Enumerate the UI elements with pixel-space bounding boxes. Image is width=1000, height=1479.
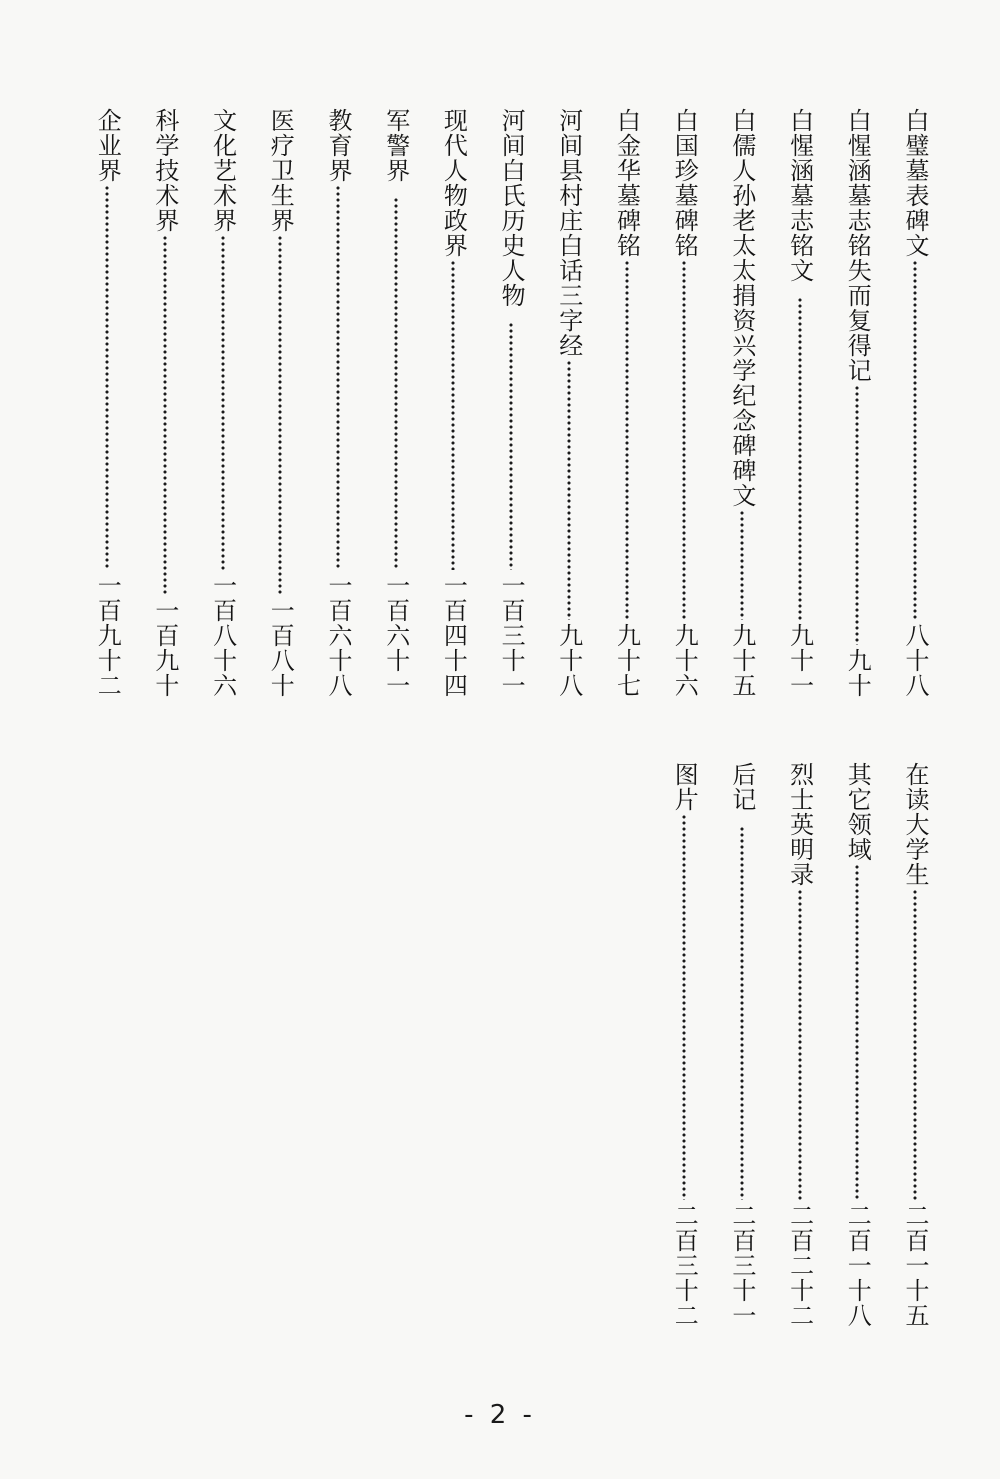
toc-entry — [842, 108, 872, 698]
toc-entry-page: 二百三十二 — [670, 1203, 699, 1328]
toc-entry-page: 二百一十八 — [843, 1203, 872, 1328]
toc-entry — [323, 108, 353, 698]
toc-entry — [381, 108, 411, 698]
toc-entry-title: 白惺涵墓志铭文 — [785, 108, 814, 283]
toc-entry-title: 白惺涵墓志铭失而复得记 — [843, 108, 872, 383]
dot-leader — [496, 322, 526, 570]
toc-entry-title: 白璧墓表碑文 — [901, 108, 929, 258]
dot-leader — [900, 260, 930, 620]
dot-leader — [438, 260, 468, 570]
toc-entry-title: 医疗卫生界 — [266, 108, 295, 233]
toc-entry-page: 二百二十二 — [785, 1203, 814, 1328]
toc-entry-title: 文化艺术界 — [208, 108, 237, 233]
toc-entry-title: 白金华墓碑铭 — [612, 108, 641, 258]
dot-leader — [669, 260, 699, 620]
toc-entry-page: 一百九十 — [150, 598, 179, 698]
toc-entry-page: 一百八十六 — [208, 573, 237, 698]
toc-entry-page: 九十七 — [612, 623, 641, 698]
toc-entry-page: 一百九十二 — [93, 573, 122, 698]
toc-entry — [900, 762, 930, 1328]
toc-entry-title: 教育界 — [324, 108, 352, 183]
dot-leader — [727, 826, 757, 1200]
toc-entry-page: 一百三十一 — [497, 573, 526, 698]
toc-entry-page: 二百一十五 — [901, 1203, 929, 1328]
toc-entry-title: 企业界 — [93, 108, 122, 183]
toc-entry-page: 一百八十 — [266, 598, 295, 698]
dot-leader — [554, 360, 584, 620]
toc-lower-section — [0, 762, 1000, 1328]
toc-entry-page: 一百六十八 — [324, 573, 352, 698]
dot-leader — [381, 197, 411, 570]
toc-entry-title: 在读大学生 — [901, 762, 929, 887]
toc-entry — [900, 108, 930, 698]
toc-entry-page: 九十 — [843, 648, 872, 698]
toc-entry-title: 科学技术界 — [150, 108, 179, 233]
toc-entry — [208, 108, 238, 698]
toc-entry-title: 后记 — [727, 762, 756, 812]
dot-leader — [265, 235, 295, 595]
toc-entry — [727, 108, 757, 698]
toc-entry-page: 二百三十一 — [727, 1203, 756, 1328]
toc-entry-title: 白国珍墓碑铭 — [670, 108, 699, 258]
dot-leader — [842, 864, 872, 1200]
toc-upper-section — [0, 108, 1000, 698]
toc-entry-page: 九十六 — [670, 623, 699, 698]
toc-entry-title: 现代人物政界 — [439, 108, 468, 258]
toc-entry-page: 九十五 — [727, 623, 756, 698]
toc-entry-page: 八十八 — [901, 623, 929, 698]
toc-entry-title: 河间白氏历史人物 — [497, 108, 526, 308]
toc-entry-title: 图片 — [670, 762, 699, 812]
toc-entry — [669, 762, 699, 1328]
toc-entry — [496, 108, 526, 698]
dot-leader — [92, 185, 122, 570]
dot-leader — [323, 185, 353, 570]
dot-leader — [612, 260, 642, 620]
toc-entry-page: 一百四十四 — [439, 573, 468, 698]
dot-leader — [785, 297, 815, 620]
dot-leader — [208, 235, 238, 570]
toc-entry-page: 九十一 — [785, 623, 814, 698]
toc-entry — [785, 762, 815, 1328]
toc-entry — [612, 108, 642, 698]
toc-entry — [669, 108, 699, 698]
toc-entry — [727, 762, 757, 1328]
toc-entry — [92, 108, 122, 698]
toc-entry-page: 九十八 — [554, 623, 583, 698]
toc-entry — [842, 762, 872, 1328]
dot-leader — [785, 889, 815, 1200]
toc-entry-title: 军警界 — [381, 108, 410, 183]
toc-entry — [554, 108, 584, 698]
toc-entry — [438, 108, 468, 698]
dot-leader — [842, 385, 872, 645]
dot-leader — [900, 889, 930, 1200]
toc-entry-title: 白儒人孙老太太捐资兴学纪念碑碑文 — [727, 108, 756, 508]
toc-entry — [785, 108, 815, 698]
toc-entry-title: 其它领域 — [843, 762, 872, 862]
toc-entry-title: 烈士英明录 — [785, 762, 814, 887]
dot-leader — [669, 814, 699, 1200]
toc-entry — [265, 108, 295, 698]
dot-leader — [150, 235, 180, 595]
dot-leader — [727, 510, 757, 620]
toc-entry — [150, 108, 180, 698]
page-number: - 2 - — [464, 1400, 536, 1430]
toc-entry-title: 河间县村庄白话三字经 — [554, 108, 583, 358]
toc-entry-page: 一百六十一 — [381, 573, 410, 698]
